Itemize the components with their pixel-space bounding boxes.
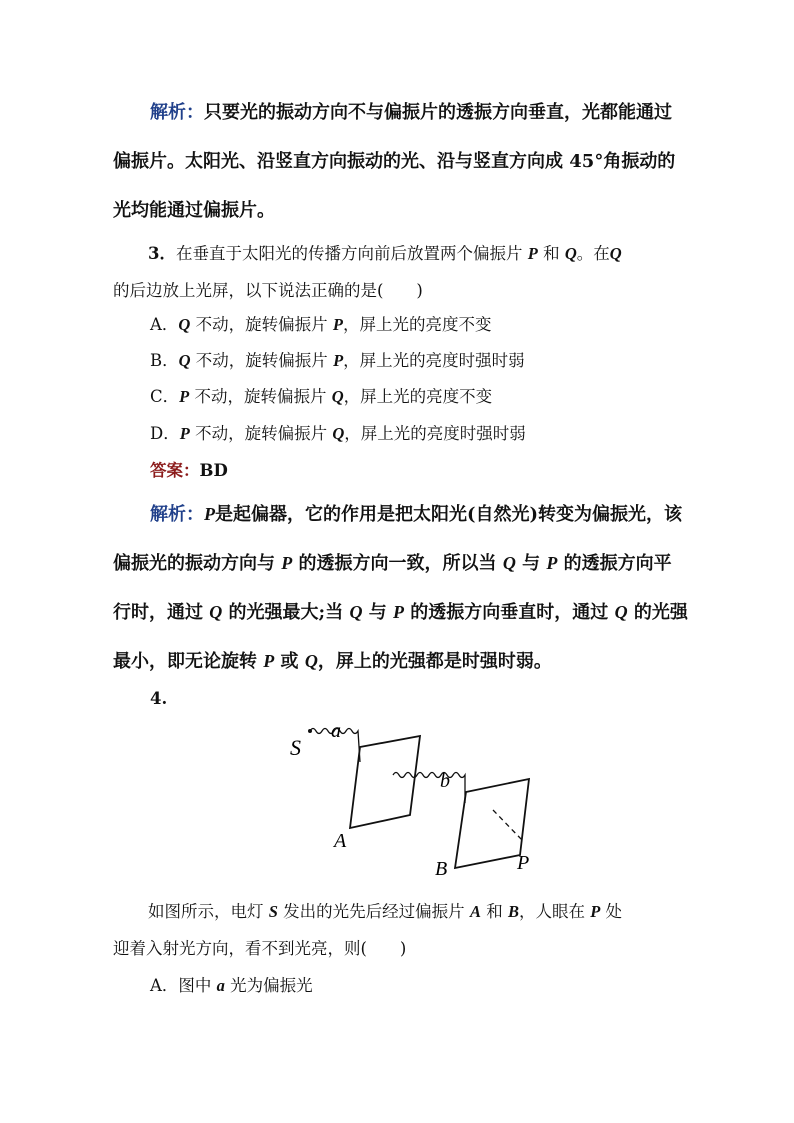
- option-d: D．P 不动，旋转偏振片 Q，屏上光的亮度时强时弱: [150, 424, 526, 443]
- explanation-2: 解析：P是起偏器，它的作用是把太阳光(自然光)转变为偏振光，该偏振光的振动方向与 P 的透振方向一致，所以当 Q 与 P 的透振方向平行时，通过 Q 的光强最大;当 Q 与 P 的透振方向垂直时，通过 Q 的光强最小，即无论旋转 P 或 Q，屏上的光强都是时强时弱。: [113, 504, 688, 672]
- label-b-plate: B: [435, 858, 448, 880]
- dashed-sightline: [493, 810, 522, 840]
- explanation-label: 解析：: [150, 102, 204, 123]
- q4-option-a: A．图中 a 光为偏振光: [150, 976, 313, 995]
- answer-value: BD: [199, 461, 228, 480]
- label-s: S: [290, 735, 301, 760]
- label-p-eye: P: [517, 852, 530, 874]
- explanation-text: 只要光的振动方向不与偏振片的透振方向垂直，光都能通过偏振片。太阳光、沿竖直方向振动的光、沿与竖直方向成 45°角振动的光均能通过偏振片。: [113, 102, 676, 221]
- answer: [150, 460, 228, 482]
- polarizer-figure: [280, 715, 540, 885]
- label-b-wave: b: [440, 770, 450, 792]
- question-4-stem: 如图所示，电灯 S 发出的光先后经过偏振片 A 和 B，人眼在 P 处 迎着入射光方向，看不到光亮，则( ): [113, 902, 623, 958]
- wave-b: [393, 773, 465, 804]
- explanation-label: 解析：: [150, 504, 204, 525]
- option-b: B．Q 不动，旋转偏振片 P，屏上光的亮度时强时弱: [150, 351, 525, 370]
- explanation-1: [113, 88, 688, 235]
- option-c: C．P 不动，旋转偏振片 Q，屏上光的亮度不变: [150, 387, 493, 406]
- polarizer-a: [350, 736, 420, 828]
- answer-label: 答案：: [150, 461, 200, 480]
- label-a-wave: a: [331, 720, 341, 742]
- label-a-plate: A: [334, 830, 347, 852]
- question-number: 3．: [148, 244, 176, 263]
- question-4-number: 4.: [150, 689, 168, 708]
- option-a: A．Q 不动，旋转偏振片 P，屏上光的亮度不变: [150, 315, 492, 334]
- question-3-stem: 3．在垂直于太阳光的传播方向前后放置两个偏振片 P 和 Q。在Q 的后边放上光屏，以下说法正确的是( ): [113, 244, 622, 300]
